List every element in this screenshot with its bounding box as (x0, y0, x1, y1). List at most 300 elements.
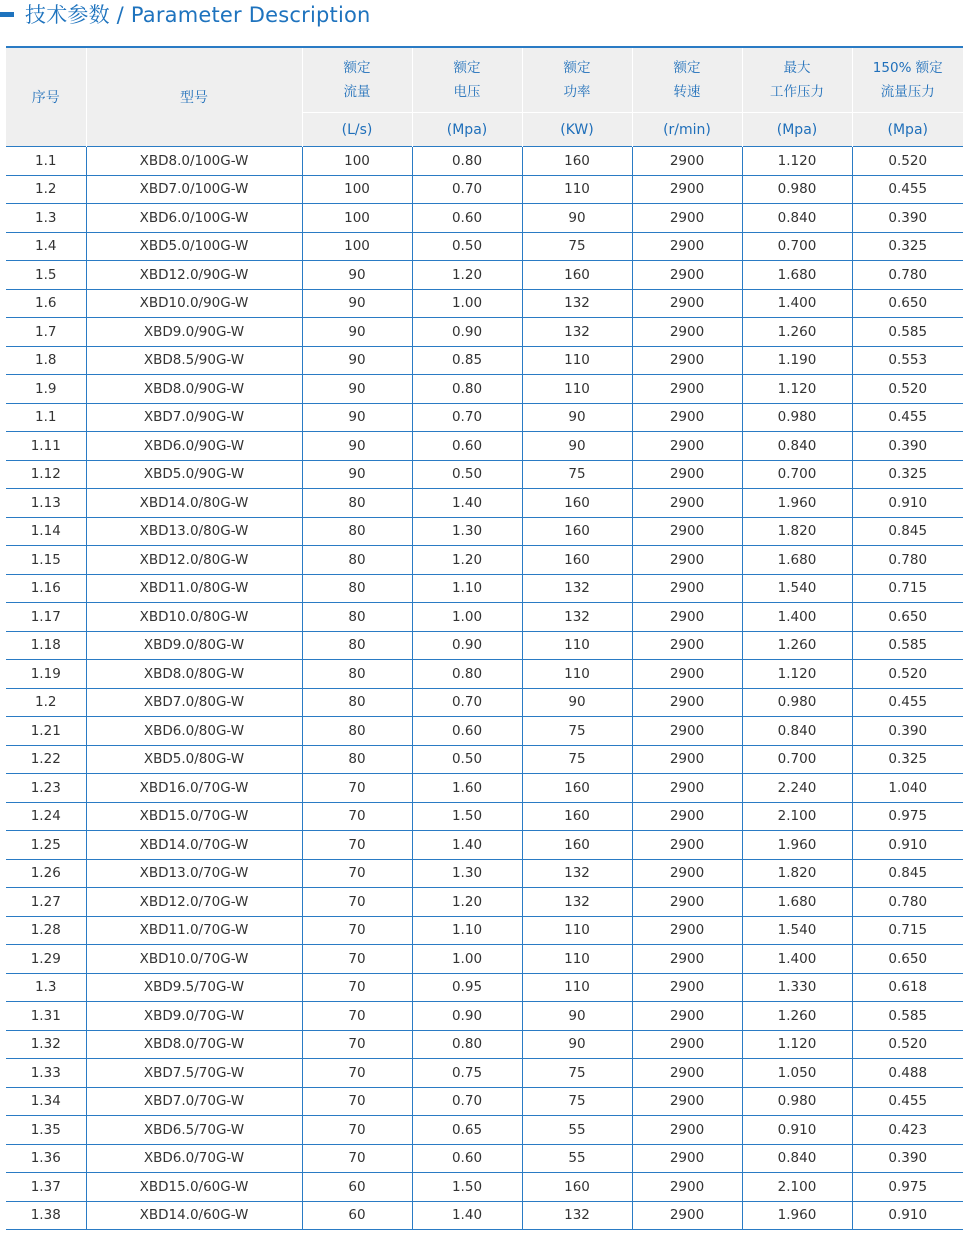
cell-flow: 60 (302, 1173, 412, 1202)
cell-flow-pressure: 0.325 (852, 232, 963, 261)
table-row (6, 318, 963, 347)
cell-flow: 90 (302, 375, 412, 404)
cell-flow: 80 (302, 517, 412, 546)
cell-flow: 70 (302, 774, 412, 803)
cell-max-pressure: 0.700 (742, 232, 852, 261)
cell-flow-pressure: 0.650 (852, 603, 963, 632)
cell-flow: 90 (302, 346, 412, 375)
cell-index: 1.4 (6, 232, 86, 261)
cell-speed: 2900 (632, 717, 742, 746)
cell-max-pressure: 0.910 (742, 1116, 852, 1145)
cell-flow: 70 (302, 1144, 412, 1173)
cell-flow: 70 (302, 945, 412, 974)
cell-index: 1.8 (6, 346, 86, 375)
cell-speed: 2900 (632, 1201, 742, 1230)
table-row (6, 346, 963, 375)
header-speed-line2: 转速 (673, 84, 701, 100)
cell-power: 132 (522, 603, 632, 632)
cell-voltage: 1.50 (412, 802, 522, 831)
cell-model: XBD12.0/80G-W (86, 546, 302, 575)
cell-max-pressure: 0.840 (742, 1144, 852, 1173)
cell-speed: 2900 (632, 517, 742, 546)
cell-speed: 2900 (632, 204, 742, 233)
cell-speed: 2900 (632, 318, 742, 347)
cell-flow-pressure: 1.040 (852, 774, 963, 803)
cell-speed: 2900 (632, 546, 742, 575)
cell-max-pressure: 0.700 (742, 460, 852, 489)
cell-flow-pressure: 0.455 (852, 175, 963, 204)
cell-voltage: 0.70 (412, 403, 522, 432)
cell-speed: 2900 (632, 774, 742, 803)
cell-speed: 2900 (632, 859, 742, 888)
cell-model: XBD7.0/70G-W (86, 1087, 302, 1116)
table-row (6, 745, 963, 774)
cell-max-pressure: 0.840 (742, 204, 852, 233)
header-flow-line1: 额定 (343, 60, 371, 76)
cell-index: 1.37 (6, 1173, 86, 1202)
cell-max-pressure: 1.050 (742, 1059, 852, 1088)
cell-power: 132 (522, 574, 632, 603)
cell-max-pressure: 1.260 (742, 1002, 852, 1031)
cell-speed: 2900 (632, 1059, 742, 1088)
cell-flow: 90 (302, 403, 412, 432)
cell-flow-pressure: 0.650 (852, 945, 963, 974)
cell-flow-pressure: 0.780 (852, 261, 963, 290)
cell-index: 1.1 (6, 147, 86, 176)
cell-speed: 2900 (632, 432, 742, 461)
cell-speed: 2900 (632, 289, 742, 318)
cell-flow-pressure: 0.390 (852, 204, 963, 233)
cell-voltage: 0.60 (412, 717, 522, 746)
table-row (6, 1144, 963, 1173)
cell-flow-pressure: 0.780 (852, 888, 963, 917)
cell-max-pressure: 0.980 (742, 403, 852, 432)
cell-max-pressure: 0.700 (742, 745, 852, 774)
cell-index: 1.19 (6, 660, 86, 689)
cell-voltage: 0.90 (412, 318, 522, 347)
cell-voltage: 0.80 (412, 375, 522, 404)
table-row (6, 574, 963, 603)
cell-speed: 2900 (632, 660, 742, 689)
cell-flow: 80 (302, 660, 412, 689)
cell-voltage: 0.60 (412, 1144, 522, 1173)
cell-power: 110 (522, 973, 632, 1002)
cell-model: XBD10.0/90G-W (86, 289, 302, 318)
cell-max-pressure: 0.980 (742, 688, 852, 717)
cell-power: 90 (522, 432, 632, 461)
table-row (6, 375, 963, 404)
cell-index: 1.22 (6, 745, 86, 774)
cell-flow-pressure: 0.455 (852, 688, 963, 717)
cell-index: 1.29 (6, 945, 86, 974)
cell-max-pressure: 1.540 (742, 574, 852, 603)
cell-speed: 2900 (632, 232, 742, 261)
cell-voltage: 0.50 (412, 232, 522, 261)
cell-flow-pressure: 0.520 (852, 1030, 963, 1059)
cell-power: 160 (522, 517, 632, 546)
cell-model: XBD12.0/70G-W (86, 888, 302, 917)
header-flow (302, 47, 412, 113)
table-row (6, 1002, 963, 1031)
table-row (6, 1116, 963, 1145)
cell-index: 1.36 (6, 1144, 86, 1173)
cell-flow-pressure: 0.585 (852, 631, 963, 660)
cell-flow: 80 (302, 546, 412, 575)
header-flow-pressure-line1: 150% 额定 (872, 60, 943, 76)
cell-voltage: 0.80 (412, 660, 522, 689)
cell-voltage: 1.40 (412, 489, 522, 518)
header-speed (632, 47, 742, 113)
cell-voltage: 0.60 (412, 204, 522, 233)
table-row (6, 232, 963, 261)
cell-model: XBD7.0/90G-W (86, 403, 302, 432)
cell-index: 1.38 (6, 1201, 86, 1230)
cell-speed: 2900 (632, 688, 742, 717)
cell-flow-pressure: 0.390 (852, 432, 963, 461)
cell-model: XBD8.0/80G-W (86, 660, 302, 689)
unit-voltage: (Mpa) (412, 113, 522, 147)
cell-voltage: 0.90 (412, 631, 522, 660)
cell-model: XBD13.0/70G-W (86, 859, 302, 888)
cell-index: 1.25 (6, 831, 86, 860)
cell-flow-pressure: 0.910 (852, 1201, 963, 1230)
cell-max-pressure: 1.120 (742, 1030, 852, 1059)
cell-model: XBD5.0/80G-W (86, 745, 302, 774)
header-max-pressure-line2: 工作压力 (770, 84, 824, 100)
cell-speed: 2900 (632, 973, 742, 1002)
cell-flow-pressure: 0.455 (852, 1087, 963, 1116)
cell-speed: 2900 (632, 1030, 742, 1059)
cell-index: 1.9 (6, 375, 86, 404)
cell-model: XBD8.0/70G-W (86, 1030, 302, 1059)
cell-flow-pressure: 0.455 (852, 403, 963, 432)
table-row (6, 204, 963, 233)
cell-voltage: 1.50 (412, 1173, 522, 1202)
cell-flow-pressure: 0.910 (852, 489, 963, 518)
cell-max-pressure: 1.260 (742, 318, 852, 347)
header-model: 型号 (86, 47, 302, 147)
table-row (6, 603, 963, 632)
cell-index: 1.28 (6, 916, 86, 945)
cell-flow-pressure: 0.650 (852, 289, 963, 318)
cell-voltage: 0.80 (412, 147, 522, 176)
cell-index: 1.32 (6, 1030, 86, 1059)
cell-power: 160 (522, 1173, 632, 1202)
cell-flow: 100 (302, 175, 412, 204)
cell-index: 1.31 (6, 1002, 86, 1031)
cell-index: 1.34 (6, 1087, 86, 1116)
cell-voltage: 0.50 (412, 460, 522, 489)
cell-flow-pressure: 0.715 (852, 574, 963, 603)
cell-voltage: 0.70 (412, 1087, 522, 1116)
cell-power: 90 (522, 688, 632, 717)
cell-flow-pressure: 0.975 (852, 1173, 963, 1202)
table-row (6, 403, 963, 432)
cell-power: 75 (522, 1087, 632, 1116)
cell-model: XBD5.0/90G-W (86, 460, 302, 489)
cell-model: XBD6.0/80G-W (86, 717, 302, 746)
cell-max-pressure: 0.840 (742, 717, 852, 746)
cell-flow: 80 (302, 745, 412, 774)
unit-speed: (r/min) (632, 113, 742, 147)
cell-speed: 2900 (632, 460, 742, 489)
cell-speed: 2900 (632, 831, 742, 860)
parameter-table (6, 46, 963, 1230)
cell-flow-pressure: 0.325 (852, 460, 963, 489)
cell-flow: 90 (302, 318, 412, 347)
table-row (6, 660, 963, 689)
table-row (6, 717, 963, 746)
cell-max-pressure: 1.680 (742, 546, 852, 575)
cell-model: XBD8.0/100G-W (86, 147, 302, 176)
cell-max-pressure: 1.120 (742, 375, 852, 404)
cell-power: 110 (522, 945, 632, 974)
cell-max-pressure: 1.400 (742, 945, 852, 974)
cell-flow: 70 (302, 859, 412, 888)
cell-model: XBD8.5/90G-W (86, 346, 302, 375)
table-row (6, 888, 963, 917)
cell-flow: 100 (302, 147, 412, 176)
cell-max-pressure: 1.820 (742, 517, 852, 546)
cell-speed: 2900 (632, 1087, 742, 1116)
cell-voltage: 1.60 (412, 774, 522, 803)
cell-voltage: 1.00 (412, 945, 522, 974)
cell-index: 1.2 (6, 688, 86, 717)
table-row (6, 688, 963, 717)
cell-speed: 2900 (632, 574, 742, 603)
cell-max-pressure: 1.330 (742, 973, 852, 1002)
cell-index: 1.17 (6, 603, 86, 632)
title-accent-bar (0, 12, 14, 17)
cell-power: 55 (522, 1116, 632, 1145)
cell-speed: 2900 (632, 916, 742, 945)
cell-power: 110 (522, 175, 632, 204)
cell-flow-pressure: 0.520 (852, 375, 963, 404)
cell-model: XBD9.0/80G-W (86, 631, 302, 660)
table-row (6, 1087, 963, 1116)
cell-flow-pressure: 0.325 (852, 745, 963, 774)
cell-speed: 2900 (632, 375, 742, 404)
cell-speed: 2900 (632, 175, 742, 204)
header-power (522, 47, 632, 113)
cell-speed: 2900 (632, 745, 742, 774)
cell-power: 132 (522, 1201, 632, 1230)
cell-speed: 2900 (632, 945, 742, 974)
cell-speed: 2900 (632, 603, 742, 632)
unit-power: (KW) (522, 113, 632, 147)
cell-power: 132 (522, 888, 632, 917)
cell-model: XBD10.0/80G-W (86, 603, 302, 632)
cell-flow-pressure: 0.585 (852, 1002, 963, 1031)
cell-max-pressure: 1.400 (742, 289, 852, 318)
cell-power: 132 (522, 859, 632, 888)
unit-max-pressure: (Mpa) (742, 113, 852, 147)
cell-speed: 2900 (632, 1173, 742, 1202)
cell-flow: 90 (302, 261, 412, 290)
cell-voltage: 1.40 (412, 831, 522, 860)
cell-voltage: 0.85 (412, 346, 522, 375)
cell-voltage: 0.65 (412, 1116, 522, 1145)
cell-power: 90 (522, 1030, 632, 1059)
cell-model: XBD6.0/100G-W (86, 204, 302, 233)
cell-flow-pressure: 0.553 (852, 346, 963, 375)
cell-flow-pressure: 0.423 (852, 1116, 963, 1145)
header-flow-line2: 流量 (343, 84, 371, 100)
cell-max-pressure: 0.840 (742, 432, 852, 461)
cell-power: 75 (522, 745, 632, 774)
cell-flow: 80 (302, 489, 412, 518)
cell-index: 1.14 (6, 517, 86, 546)
cell-index: 1.3 (6, 204, 86, 233)
cell-model: XBD7.0/100G-W (86, 175, 302, 204)
cell-model: XBD5.0/100G-W (86, 232, 302, 261)
cell-model: XBD16.0/70G-W (86, 774, 302, 803)
cell-max-pressure: 1.120 (742, 147, 852, 176)
cell-max-pressure: 1.820 (742, 859, 852, 888)
cell-index: 1.24 (6, 802, 86, 831)
cell-model: XBD14.0/60G-W (86, 1201, 302, 1230)
header-max-pressure (742, 47, 852, 113)
table-row (6, 631, 963, 660)
cell-index: 1.27 (6, 888, 86, 917)
cell-max-pressure: 1.960 (742, 489, 852, 518)
cell-power: 75 (522, 232, 632, 261)
cell-index: 1.23 (6, 774, 86, 803)
cell-flow-pressure: 0.520 (852, 660, 963, 689)
cell-power: 160 (522, 774, 632, 803)
cell-speed: 2900 (632, 888, 742, 917)
table-row (6, 517, 963, 546)
table-row (6, 432, 963, 461)
cell-voltage: 1.20 (412, 546, 522, 575)
header-power-line2: 功率 (563, 84, 591, 100)
header-speed-line1: 额定 (673, 60, 701, 76)
cell-model: XBD9.5/70G-W (86, 973, 302, 1002)
cell-index: 1.35 (6, 1116, 86, 1145)
cell-index: 1.11 (6, 432, 86, 461)
cell-model: XBD15.0/60G-W (86, 1173, 302, 1202)
cell-power: 132 (522, 318, 632, 347)
cell-power: 90 (522, 403, 632, 432)
cell-model: XBD10.0/70G-W (86, 945, 302, 974)
cell-voltage: 0.75 (412, 1059, 522, 1088)
cell-model: XBD11.0/70G-W (86, 916, 302, 945)
cell-power: 75 (522, 717, 632, 746)
cell-voltage: 1.30 (412, 859, 522, 888)
cell-power: 110 (522, 346, 632, 375)
table-row (6, 774, 963, 803)
cell-flow: 90 (302, 289, 412, 318)
header-voltage (412, 47, 522, 113)
cell-flow: 80 (302, 603, 412, 632)
cell-speed: 2900 (632, 1144, 742, 1173)
header-power-line1: 额定 (563, 60, 591, 76)
cell-flow-pressure: 0.845 (852, 859, 963, 888)
cell-speed: 2900 (632, 489, 742, 518)
cell-flow-pressure: 0.845 (852, 517, 963, 546)
table-row (6, 1173, 963, 1202)
cell-max-pressure: 2.240 (742, 774, 852, 803)
table-row (6, 175, 963, 204)
cell-index: 1.15 (6, 546, 86, 575)
cell-index: 1.13 (6, 489, 86, 518)
cell-model: XBD8.0/90G-W (86, 375, 302, 404)
cell-model: XBD9.0/70G-W (86, 1002, 302, 1031)
cell-speed: 2900 (632, 1116, 742, 1145)
cell-power: 160 (522, 802, 632, 831)
table-row (6, 1059, 963, 1088)
cell-flow: 70 (302, 888, 412, 917)
cell-index: 1.21 (6, 717, 86, 746)
cell-speed: 2900 (632, 261, 742, 290)
cell-speed: 2900 (632, 403, 742, 432)
cell-index: 1.16 (6, 574, 86, 603)
table-body (6, 147, 963, 1230)
header-index: 序号 (6, 47, 86, 147)
cell-flow: 80 (302, 574, 412, 603)
cell-voltage: 0.90 (412, 1002, 522, 1031)
cell-voltage: 0.60 (412, 432, 522, 461)
table-row (6, 489, 963, 518)
cell-max-pressure: 1.120 (742, 660, 852, 689)
cell-model: XBD7.0/80G-W (86, 688, 302, 717)
section-title (0, 0, 371, 28)
cell-flow-pressure: 0.390 (852, 717, 963, 746)
cell-voltage: 0.70 (412, 175, 522, 204)
cell-index: 1.3 (6, 973, 86, 1002)
table-row (6, 289, 963, 318)
cell-model: XBD9.0/90G-W (86, 318, 302, 347)
cell-max-pressure: 1.400 (742, 603, 852, 632)
cell-flow: 70 (302, 916, 412, 945)
cell-speed: 2900 (632, 346, 742, 375)
table-row (6, 261, 963, 290)
cell-model: XBD15.0/70G-W (86, 802, 302, 831)
cell-flow-pressure: 0.975 (852, 802, 963, 831)
header-voltage-line1: 额定 (453, 60, 481, 76)
cell-model: XBD6.5/70G-W (86, 1116, 302, 1145)
cell-max-pressure: 1.680 (742, 261, 852, 290)
unit-flow-pressure: (Mpa) (852, 113, 963, 147)
cell-power: 160 (522, 831, 632, 860)
cell-model: XBD13.0/80G-W (86, 517, 302, 546)
cell-voltage: 1.30 (412, 517, 522, 546)
cell-flow: 60 (302, 1201, 412, 1230)
cell-index: 1.2 (6, 175, 86, 204)
cell-flow: 90 (302, 432, 412, 461)
table-row (6, 1201, 963, 1230)
cell-model: XBD12.0/90G-W (86, 261, 302, 290)
cell-voltage: 1.40 (412, 1201, 522, 1230)
cell-speed: 2900 (632, 1002, 742, 1031)
cell-power: 132 (522, 289, 632, 318)
header-flow-pressure-line2: 流量压力 (880, 84, 935, 100)
cell-max-pressure: 1.540 (742, 916, 852, 945)
cell-power: 160 (522, 546, 632, 575)
table-header (6, 47, 963, 147)
cell-voltage: 0.80 (412, 1030, 522, 1059)
cell-model: XBD14.0/70G-W (86, 831, 302, 860)
cell-max-pressure: 1.260 (742, 631, 852, 660)
cell-flow: 100 (302, 204, 412, 233)
cell-voltage: 1.20 (412, 888, 522, 917)
cell-power: 75 (522, 1059, 632, 1088)
cell-power: 160 (522, 489, 632, 518)
header-max-pressure-line1: 最大 (783, 60, 811, 76)
cell-model: XBD6.0/90G-W (86, 432, 302, 461)
cell-flow: 70 (302, 831, 412, 860)
cell-max-pressure: 1.680 (742, 888, 852, 917)
